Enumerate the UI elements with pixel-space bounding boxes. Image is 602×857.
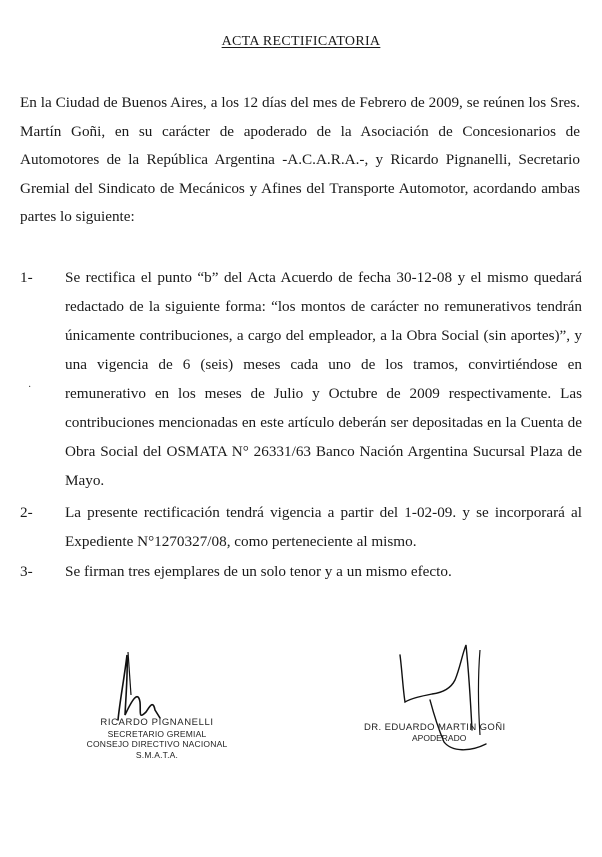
item-number: 1-: [20, 269, 33, 286]
signer-org: S.M.A.T.A.: [135, 749, 179, 760]
intro-paragraph: En la Ciudad de Buenos Aires, a los 12 días del mes de Febrero de 2009, se reúnen los Sres. Martín Goñi, en su carácter de apoderado de la Asociación de Concesionarios de Automotores de la República Argentina -A.C.A.R.A.-, y Ricardo Pignanelli, Secretario Gremial del Sindicato de Mecánicos y Afines del Transporte Automotor, acordando ambas partes lo siguiente:: [20, 94, 580, 225]
item-number: 3-: [20, 563, 33, 580]
scan-mark: ·: [28, 382, 32, 393]
resolution-list: [20, 263, 582, 586]
document-title: ACTA RECTIFICATORIA: [221, 34, 381, 49]
item-text: Se rectifica el punto “b” del Acta Acuerdo de fecha 30-12-08 y el mismo quedará redactado de la siguiente forma: “los montos de carácter no remunerativos tendrán únicamente contribuciones, a cargo del empleador, a la Obra Social (sin aportes)”, y una vigencia de 6 (seis) meses cada uno de los tramos, convirtiéndose en remunerativo en los meses de Julio y Octubre de 2009 respectivamente. Las contribuciones mencionadas en este artículo deberán ser depositadas en la Cuenta de Obra Social del OSMATA N° 26331/63 Banco Nación Argentina Sucursal Plaza de Mayo.: [65, 269, 582, 489]
item-text: La presente rectificación tendrá vigencia a partir del 1-02-09. y se incorporará al Expediente N°1270327/08, como perteneciente al mismo.: [65, 504, 582, 550]
list-item: [20, 263, 582, 495]
list-item: [20, 557, 582, 586]
signer-role: SECRETARIO GREMIAL: [107, 728, 207, 739]
signature-left: [82, 718, 232, 760]
signer-body: CONSEJO DIRECTIVO NACIONAL: [86, 739, 228, 749]
signer-name: DR. EDUARDO MARTIN GOÑI: [364, 722, 506, 733]
signer-name: RICARDO PIGNANELLI: [100, 717, 214, 728]
signature-right: [364, 722, 524, 744]
item-text: Se firman tres ejemplares de un solo tenor y a un mismo efecto.: [65, 563, 452, 580]
item-number: 2-: [20, 504, 33, 521]
signer-role: APODERADO: [412, 733, 467, 743]
list-item: [20, 498, 582, 556]
